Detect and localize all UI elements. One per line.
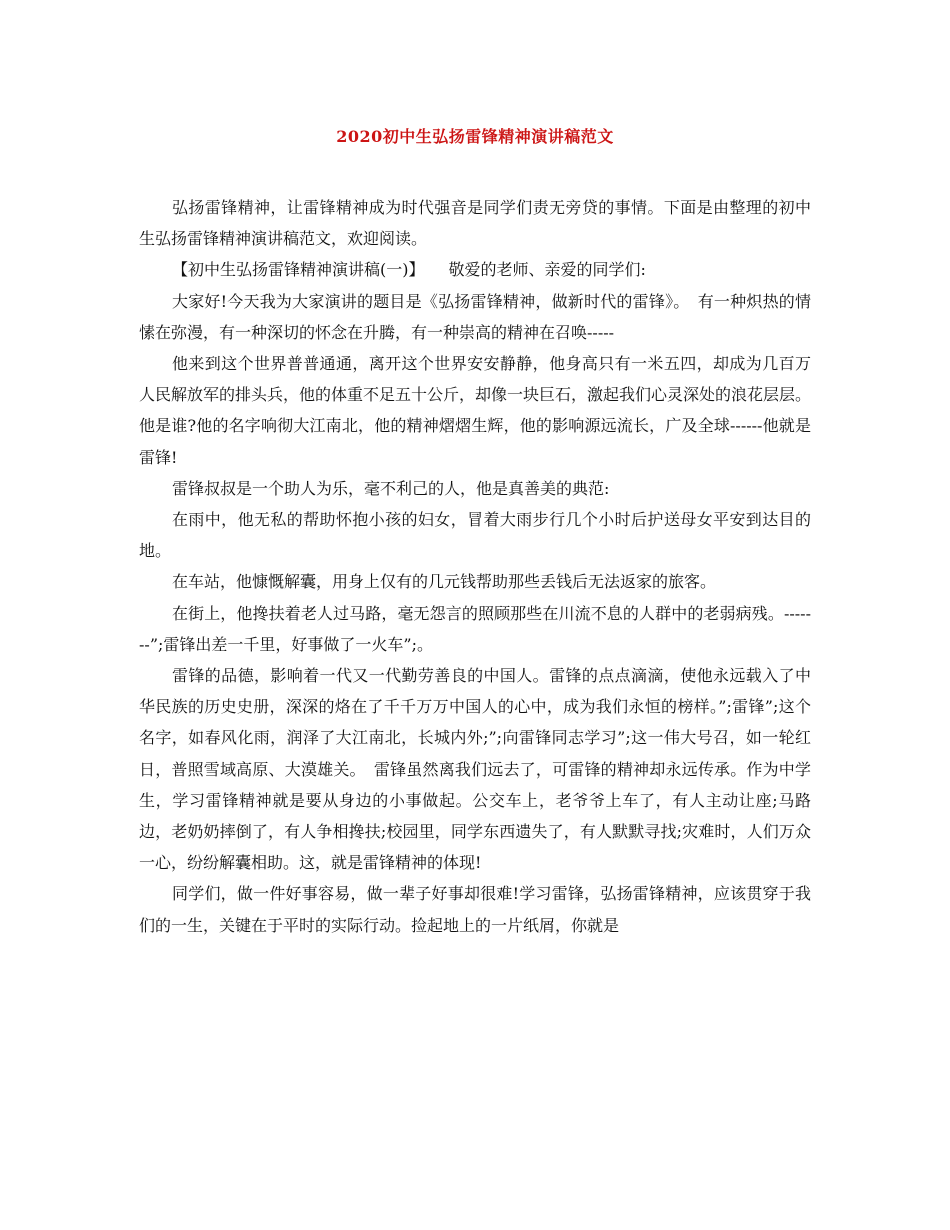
- paragraph-greeting: 大家好!今天我为大家演讲的题目是《弘扬雷锋精神，做新时代的雷锋》。 有一种炽热的情愫在弥漫，有一种深切的怀念在升腾，有一种崇高的精神在召唤-----: [139, 291, 811, 342]
- document-body: [139, 192, 811, 941]
- paragraph-virtue: 雷锋的品德，影响着一代又一代勤劳善良的中国人。雷锋的点点滴滴，使他永远载入了中华民族的历史史册，深深的烙在了千千万万中国人的心中，成为我们永恒的榜样。”;雷锋”;这个名字，如春风化雨，润泽了大江南北，长城内外;”;向雷锋同志学习”;这一伟大号召，如一轮红日，普照雪域高原、大漠雄关。 雷锋虽然离我们远去了，可雷锋的精神却永远传承。作为中学生，学习雷锋精神就是要从身边的小事做起。公交车上，老爷爷上车了，有人主动让座;马路边，老奶奶摔倒了，有人争相搀扶;校园里，同学东西遗失了，有人默默寻找;灾难时，人们万众一心，纷纷解囊相助。这，就是雷锋精神的体现!: [139, 666, 811, 873]
- paragraph-station: 在车站，他慷慨解囊，用身上仅有的几元钱帮助那些丢钱后无法返家的旅客。: [172, 572, 717, 592]
- paragraph-speech-heading: 【初中生弘扬雷锋精神演讲稿(一)】 敬爱的老师、亲爱的同学们:: [172, 260, 646, 280]
- paragraph-street: 在街上，他搀扶着老人过马路，毫无怨言的照顾那些在川流不息的人群中的老弱病残。-------”;雷锋出差一千里，好事做了一火车”;。: [139, 603, 811, 654]
- paragraph-rain: 在雨中，他无私的帮助怀抱小孩的妇女，冒着大雨步行几个小时后护送母女平安到达目的地。: [139, 510, 811, 561]
- paragraph-classmates: 同学们，做一件好事容易，做一辈子好事却很难!学习雷锋，弘扬雷锋精神，应该贯穿于我们的一生，关键在于平时的实际行动。捡起地上的一片纸屑，你就是: [139, 884, 811, 935]
- document-title: 2020初中生弘扬雷锋精神演讲稿范文: [336, 127, 614, 146]
- paragraph-intro: 弘扬雷锋精神，让雷锋精神成为时代强音是同学们责无旁贷的事情。下面是由整理的初中生弘扬雷锋精神演讲稿范文，欢迎阅读。: [139, 198, 811, 249]
- paragraph-who-is-leifeng: 他来到这个世界普普通通，离开这个世界安安静静，他身高只有一米五四，却成为几百万人民解放军的排头兵，他的体重不足五十公斤，却像一块巨石，激起我们心灵深处的浪花层层。他是谁?他的名字响彻大江南北，他的精神熠熠生辉，他的影响源远流长，广及全球------他就是雷锋!: [139, 354, 812, 467]
- paragraph-helpful: 雷锋叔叔是一个助人为乐，毫不利己的人，他是真善美的典范:: [172, 478, 610, 498]
